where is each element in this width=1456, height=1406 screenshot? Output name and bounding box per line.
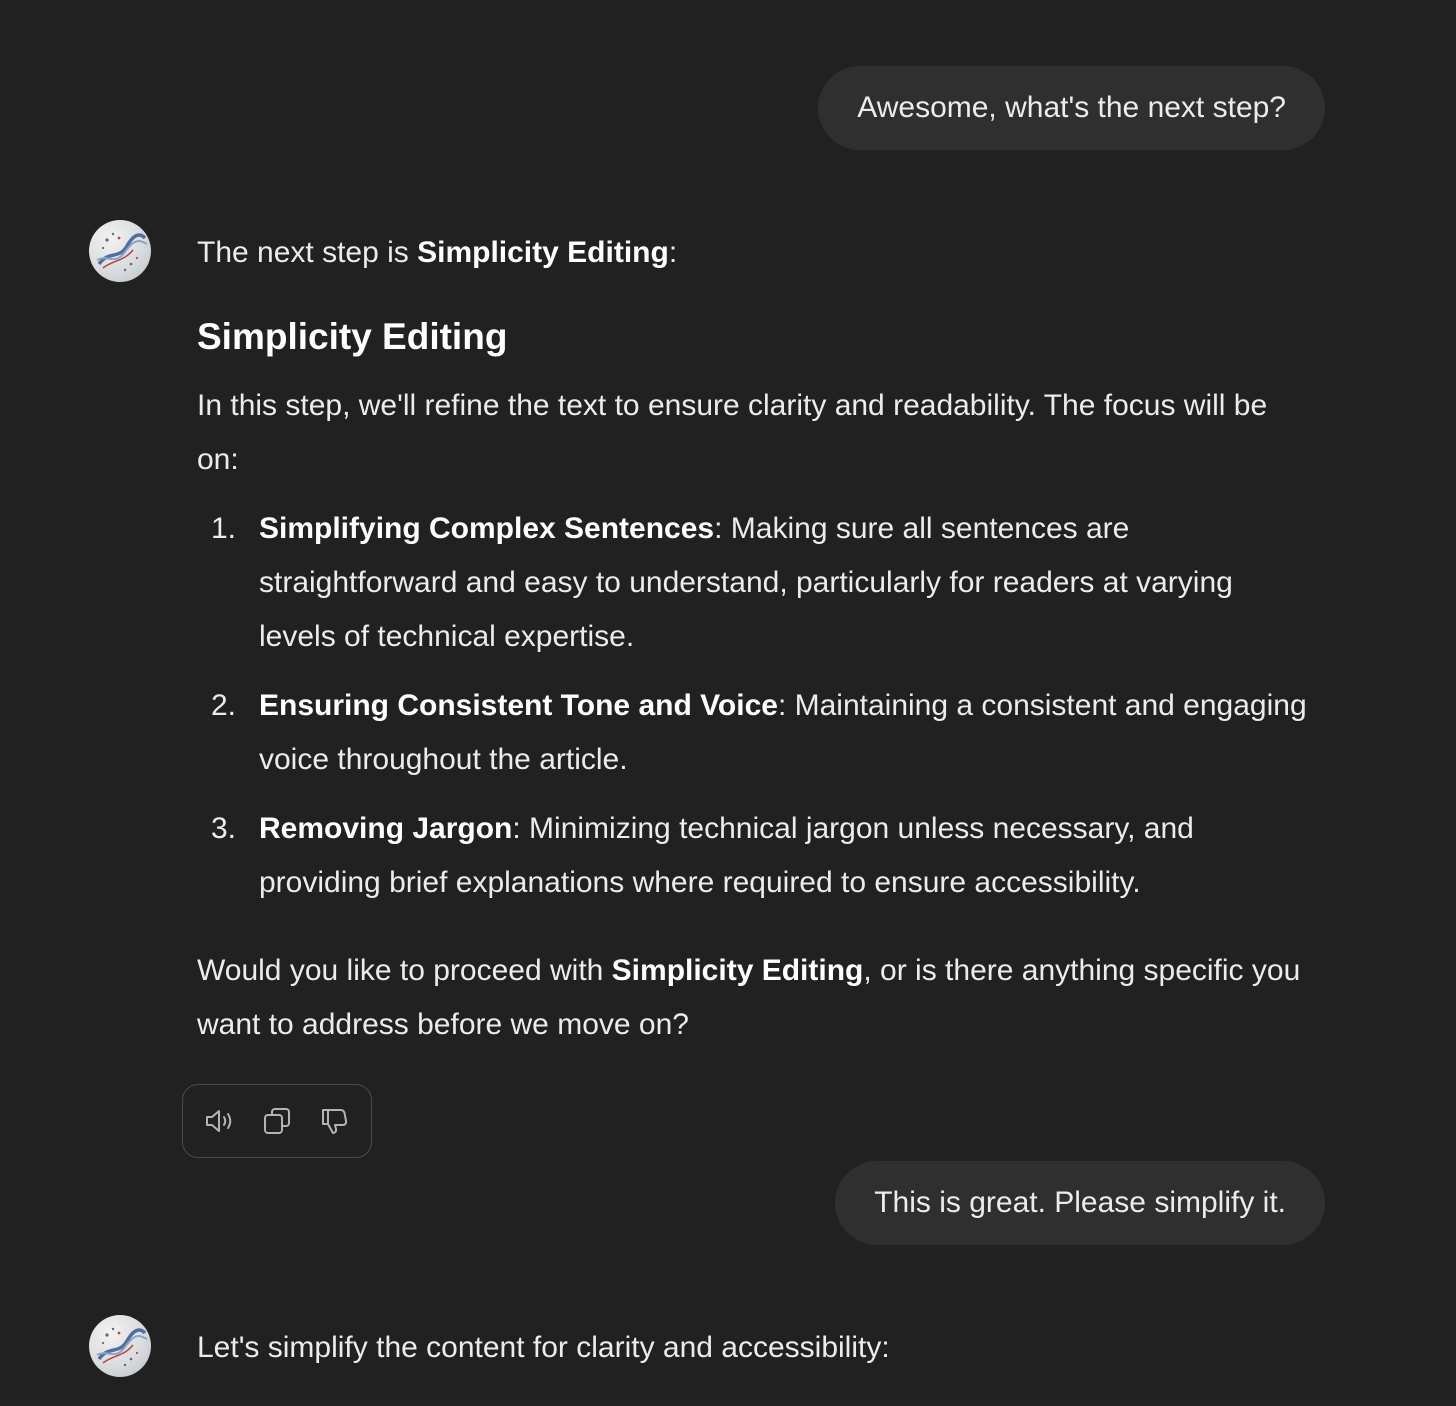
closing-text: Would you like to proceed with (197, 954, 612, 987)
copy-icon (260, 1104, 294, 1138)
list-item-text: : Minimizing technical jargon unless necessary, and providing brief explanations where required to ensure accessibility. (259, 812, 1194, 899)
assistant-intro: Let's simplify the content for clarity and accessibility: (197, 1331, 890, 1364)
speaker-icon (202, 1104, 236, 1138)
user-message-bubble (835, 1161, 1325, 1245)
user-message-bubble (818, 66, 1325, 150)
list-item-number: 3. (211, 812, 237, 845)
assistant-message (197, 226, 1307, 1052)
user-message-text: This is great. Please simplify it. (874, 1186, 1286, 1219)
section-heading: Simplicity Editing (197, 316, 508, 357)
list-item (197, 679, 1307, 787)
list-item (197, 802, 1307, 910)
closing-suffix: , or is there anything specific you want to address before we move on? (197, 954, 1301, 1041)
steps-list (197, 502, 1307, 910)
list-item-title: Ensuring Consistent Tone and Voice (259, 689, 778, 722)
read-aloud-button[interactable] (201, 1103, 237, 1139)
assistant-message (197, 1321, 1307, 1375)
list-item-text: : Maintaining a consistent and engaging voice throughout the article. (259, 689, 1307, 776)
section-paragraph: In this step, we'll refine the text to ensure clarity and readability. The focus will be on: (197, 389, 1268, 476)
list-item-number: 2. (211, 689, 237, 722)
list-item-text: : Making sure all sentences are straightforward and easy to understand, particularly for readers at varying levels of technical expertise. (259, 512, 1233, 653)
copy-button[interactable] (259, 1103, 295, 1139)
avatar-artwork-icon (89, 220, 151, 282)
list-item-number: 1. (211, 512, 237, 545)
list-item (197, 502, 1307, 664)
intro-suffix: : (668, 236, 678, 269)
closing-bold-text: Simplicity Editing (611, 954, 864, 987)
intro-text: The next step is (197, 236, 418, 269)
thumbs-down-icon (318, 1104, 352, 1138)
closing-question (197, 944, 1307, 1052)
bad-response-button[interactable] (317, 1103, 353, 1139)
list-item-title: Removing Jargon (259, 812, 513, 845)
message-action-bar (182, 1084, 372, 1158)
list-item-title: Simplifying Complex Sentences (259, 512, 715, 545)
user-message-text: Awesome, what's the next step? (857, 91, 1286, 124)
avatar-artwork-icon (89, 1315, 151, 1377)
assistant-intro (197, 226, 1307, 280)
intro-bold-text: Simplicity Editing (417, 236, 669, 269)
assistant-avatar (89, 1315, 151, 1377)
assistant-avatar (89, 220, 151, 282)
